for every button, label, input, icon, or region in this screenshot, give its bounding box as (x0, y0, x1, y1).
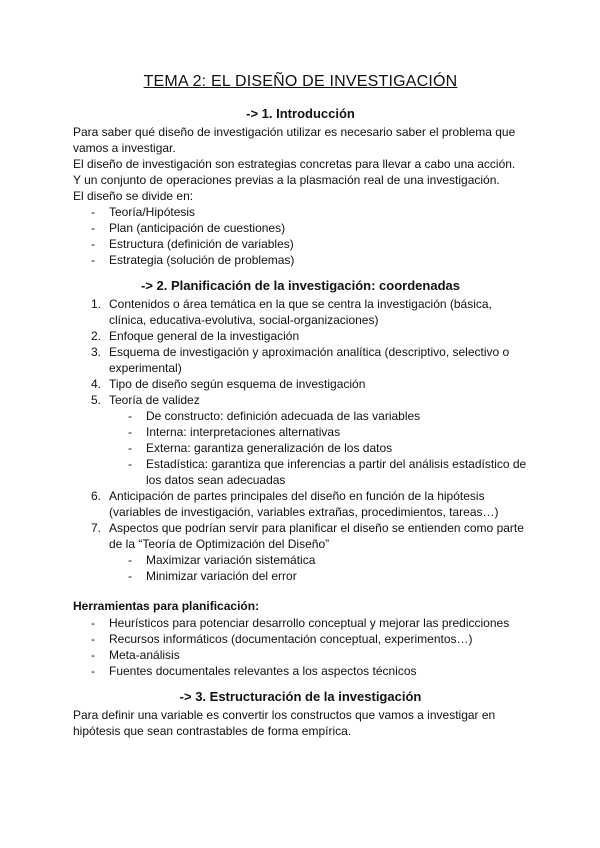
list-item (73, 344, 528, 376)
list-item: - Meta-análisis (73, 647, 528, 663)
section-3-heading: -> 3. Estructuración de la investigación (179, 689, 422, 704)
list-item: - De constructo: definición adecuada de las variables (73, 408, 528, 424)
list-number: 7. (91, 521, 102, 535)
paragraph: Para saber qué diseño de investigación utilizar es necesario saber el problema que vamos a investigar. (73, 125, 516, 155)
list-item: - Interna: interpretaciones alternativas (73, 424, 528, 440)
validity-sublist (73, 408, 528, 488)
list-item: - Recursos informáticos (documentación conceptual, experimentos…) (73, 631, 528, 647)
optimization-sublist (73, 552, 528, 584)
list-item: - Plan (anticipación de cuestiones) (73, 220, 528, 236)
list-item: - Minimizar variación del error (73, 568, 528, 584)
list-item (73, 376, 528, 392)
page-title: TEMA 2: EL DISEÑO DE INVESTIGACIÓN (143, 73, 458, 90)
list-item: - Estrategia (solución de problemas) (73, 252, 528, 268)
design-parts-list (73, 204, 528, 268)
list-item (73, 296, 528, 328)
list-number: 6. (91, 489, 102, 503)
paragraph: El diseño de investigación son estrategias concretas para llevar a cabo una acción. (73, 157, 516, 171)
list-item (73, 488, 528, 520)
list-item: - Fuentes documentales relevantes a los aspectos técnicos (73, 663, 528, 679)
tools-list (73, 615, 528, 679)
list-text: Tipo de diseño según esquema de investigación (109, 377, 366, 391)
paragraph: Para definir una variable es convertir los constructos que vamos a investigar en hipótesis que sean contrastables de forma empírica. (73, 708, 496, 738)
list-text: Teoría de validez (109, 393, 200, 407)
paragraph: Y un conjunto de operaciones previas a la plasmación real de una investigación. (73, 173, 500, 187)
list-item: - Estructura (definición de variables) (73, 236, 528, 252)
paragraph: El diseño se divide en: (73, 189, 194, 203)
list-number: 1. (91, 297, 102, 311)
list-text: Enfoque general de la investigación (109, 329, 300, 343)
coordinates-list-cont (73, 488, 528, 552)
section-1-heading: -> 1. Introducción (246, 106, 355, 121)
list-text: Aspectos que podrían servir para planificar el diseño se entienden como parte de la “Teoría de Optimización del Diseño” (109, 521, 524, 551)
list-text: Anticipación de partes principales del diseño en función de la hipótesis (variables de investigación, variables extrañas, procedimientos, tareas…) (109, 489, 499, 519)
list-number: 2. (91, 329, 102, 343)
list-item (73, 520, 528, 552)
list-number: 5. (91, 393, 102, 407)
section-2-heading: -> 2. Planificación de la investigación: coordenadas (141, 278, 460, 293)
list-item (73, 392, 528, 408)
list-item: - Externa: garantiza generalización de los datos (73, 440, 528, 456)
list-item: - Teoría/Hipótesis (73, 204, 528, 220)
list-text: Esquema de investigación y aproximación analítica (descriptivo, selectivo o experimental) (109, 345, 510, 375)
list-text: Contenidos o área temática en la que se centra la investigación (básica, clínica, educativa-evolutiva, social-organizaciones) (109, 297, 492, 327)
list-number: 4. (91, 377, 102, 391)
tools-heading: Herramientas para planificación: (73, 599, 260, 613)
list-item (73, 328, 528, 344)
list-item: - Heurísticos para potenciar desarrollo conceptual y mejorar las predicciones (73, 615, 528, 631)
coordinates-list (73, 296, 528, 408)
list-number: 3. (91, 345, 102, 359)
list-item: - Maximizar variación sistemática (73, 552, 528, 568)
list-item: - Estadística: garantiza que inferencias a partir del análisis estadístico de los datos sean adecuadas (73, 456, 528, 488)
